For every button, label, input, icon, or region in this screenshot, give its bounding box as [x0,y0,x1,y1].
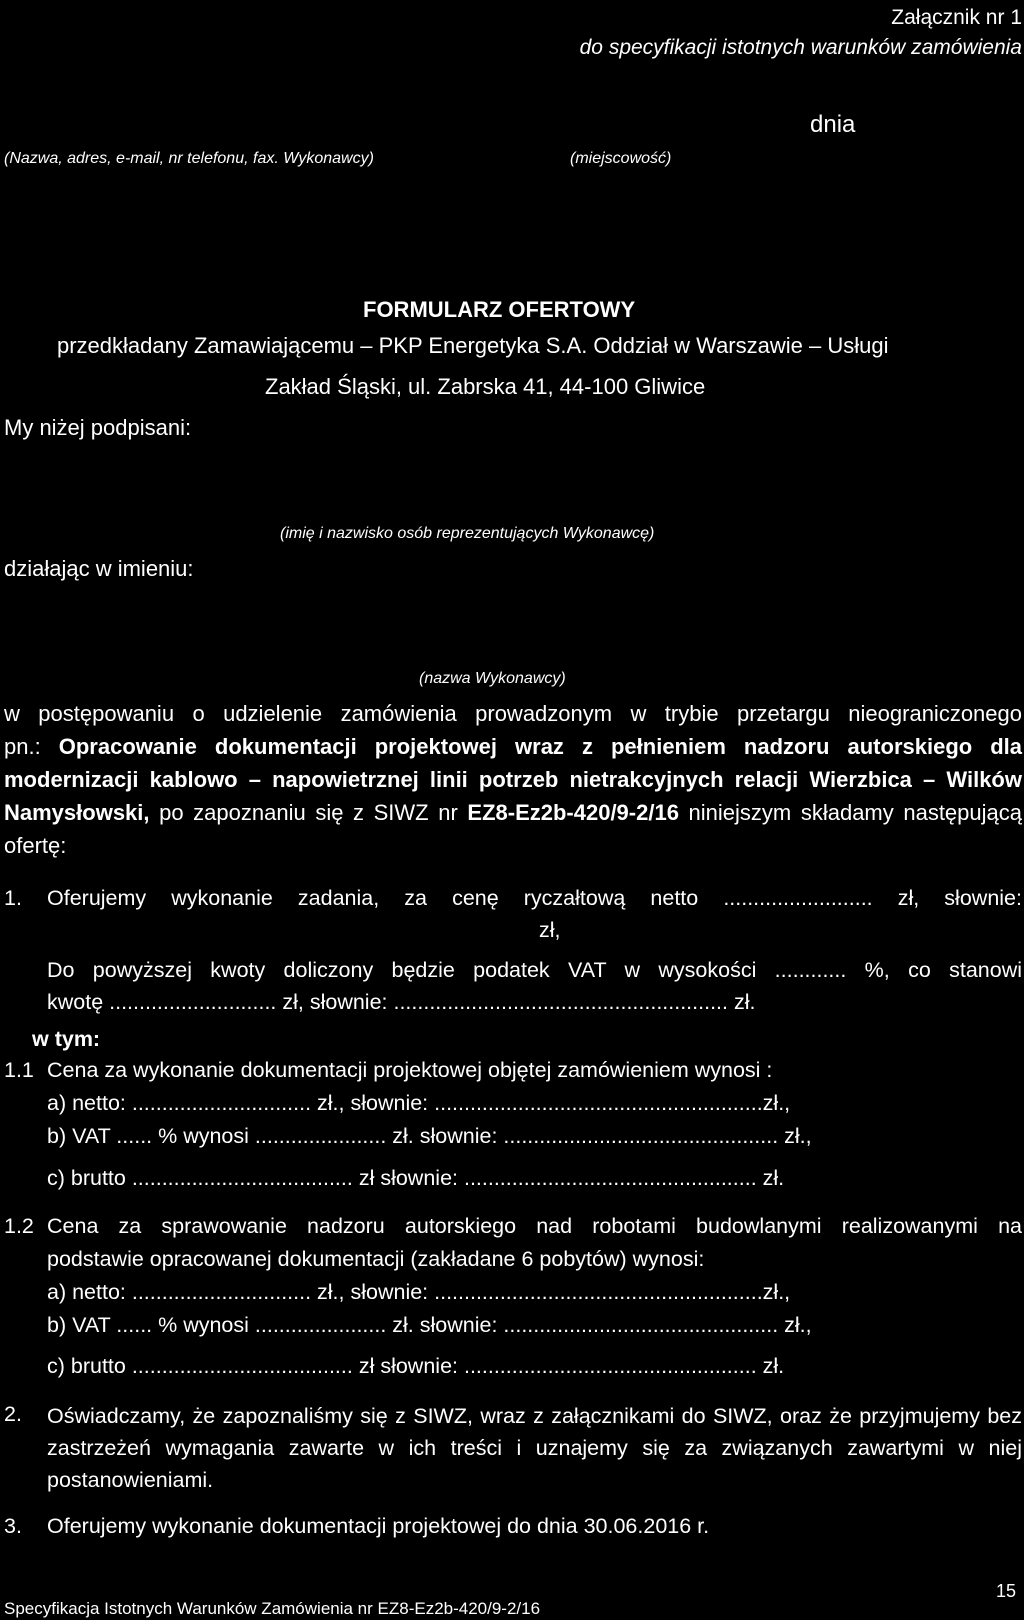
item-1-currency: zł, [539,918,561,942]
item-1-1-net: a) netto: .............................. zł., słownie: .......................................................zł., [47,1091,791,1115]
contractor-name-caption: (nazwa Wykonawcy) [419,670,566,687]
addressee-line-1: przedkładany Zamawiającemu – PKP Energetyka S.A. Oddział w Warszawie – Usługi [57,333,889,358]
item-1-2-text-line-2: podstawie opracowanej dokumentacji (zakładane 6 pobytów) wynosi: [47,1247,705,1271]
place-caption: (miejscowość) [570,150,672,167]
item-1-2-vat: b) VAT ...... % wynosi ...................... zł. słownie: .............................................. zł., [47,1313,812,1337]
annex-subtitle: do specyfikacji istotnych warunków zamówienia [579,36,1022,59]
footer-doc-reference: Specyfikacja Istotnych Warunków Zamówienia nr EZ8-Ez2b-420/9-2/16 [4,1599,541,1618]
item-3-number: 3. [4,1514,22,1538]
intro-suffix: niniejszym składamy następującą ofertę: [4,800,1022,858]
item-1-2-text-line-1: Cena za sprawowanie nadzoru autorskiego nad robotami budowlanymi realizowanymi na [47,1214,1022,1238]
vat-line-2: kwotę ............................ zł, słownie: ........................................................ zł. [47,990,756,1014]
item-1-text: Oferujemy wykonanie zadania, za cenę ryczałtową netto ......................... zł, słownie: [47,886,1022,910]
tender-subject: Opracowanie dokumentacji projektowej wraz z pełnieniem nadzoru autorskiego dla modernizacji kablowo – napowietrznej linii potrzeb nietrakcyjnych relacji Wierzbica – Wilków Namysłowski, [4,734,1023,825]
representatives-caption: (imię i nazwisko osób reprezentujących Wykonawcę) [280,525,655,542]
including-label: w tym: [32,1027,101,1051]
date-label: dnia [810,111,856,138]
addressee-line-2: Zakład Śląski, ul. Zabrska 41, 44-100 Gliwice [265,374,706,399]
item-1-number: 1. [4,886,22,910]
intro-prefix: pn.: [4,734,59,759]
item-2-number: 2. [4,1402,22,1426]
item-1-1-text: Cena za wykonanie dokumentacji projektowej objętej zamówieniem wynosi : [47,1058,773,1082]
contractor-caption: (Nazwa, adres, e-mail, nr telefonu, fax. Wykonawcy) [4,150,374,167]
intro-line-1: w postępowaniu o udzielenie zamówienia prowadzonym w trybie przetargu nieograniczonego [4,701,1022,726]
item-1-2-net: a) netto: .............................. zł., słownie: .......................................................zł., [47,1280,791,1304]
annex-label: Załącznik nr 1 [891,6,1022,29]
item-1-1-gross: c) brutto ..................................... zł słownie: ................................................. zł. [47,1166,785,1190]
item-1-1-number: 1.1 [4,1058,34,1082]
siwz-number: EZ8-Ez2b-420/9-2/16 [467,800,679,825]
item-3-text: Oferujemy wykonanie dokumentacji projektowej do dnia 30.06.2016 r. [47,1514,710,1538]
item-1-2-gross: c) brutto ..................................... zł słownie: ................................................. zł. [47,1354,785,1378]
page-number: 15 [995,1581,1016,1601]
item-1-1-vat: b) VAT ...... % wynosi ...................... zł. słownie: .............................................. zł., [47,1124,812,1148]
signatories-label: My niżej podpisani: [4,415,192,440]
acting-label: działając w imieniu: [4,556,194,581]
form-title: FORMULARZ OFERTOWY [363,297,636,322]
item-2-text: Oświadczamy, że zapoznaliśmy się z SIWZ, wraz z załącznikami do SIWZ, oraz że przyjmujemy bez zastrzeżeń wymagania zawarte w ich treści i uznajemy się za związanych zawartymi w niej postanowieniami. [47,1404,1022,1492]
intro-paragraph [4,730,1022,862]
intro-middle: po zapoznaniu się z SIWZ nr [149,800,468,825]
vat-line-1: Do powyższej kwoty doliczony będzie podatek VAT w wysokości ............ %, co stanowi [47,958,1022,982]
item-1-2-number: 1.2 [4,1214,34,1238]
